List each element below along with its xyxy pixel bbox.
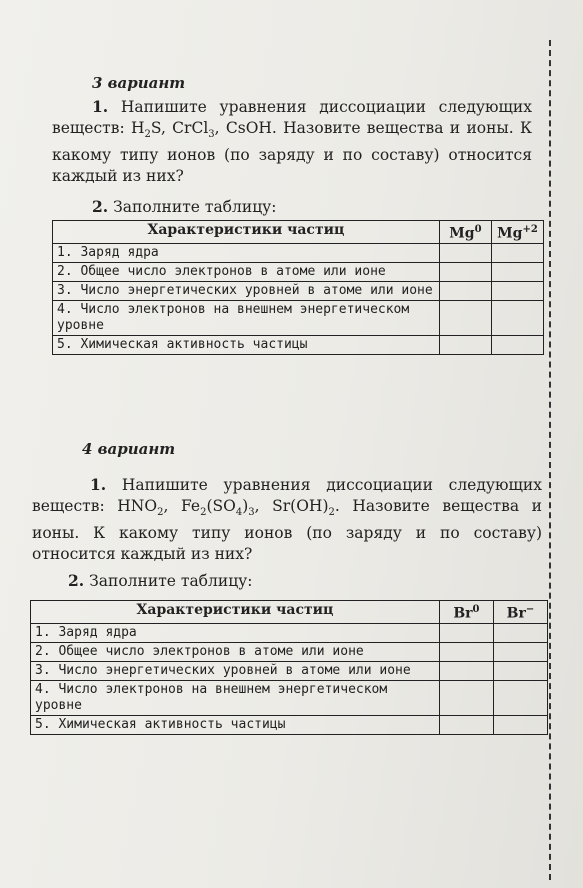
variant3-task1-text-b: S, CrCl xyxy=(150,119,209,137)
variant3-cell[interactable] xyxy=(491,281,543,300)
variant3-cell[interactable] xyxy=(491,243,543,262)
variant4-table-header: Характеристики частиц xyxy=(31,601,440,624)
variant3-row-label: 5. Химическая активность частицы xyxy=(53,335,440,354)
variant3-task1-sub1: 2 xyxy=(144,129,151,141)
variant4-cell[interactable] xyxy=(493,642,547,661)
variant3-row-label: 4. Число электронов на внешнем энергетическом уровне xyxy=(53,300,440,335)
variant4-task2-text: Заполните таблицу: xyxy=(89,572,253,590)
variant3-table xyxy=(52,220,544,355)
variant4-cell[interactable] xyxy=(439,680,493,715)
variant3-task2 xyxy=(92,196,277,218)
variant3-table-header: Характеристики частиц xyxy=(53,221,440,244)
variant4-task1-text-c: (SO xyxy=(206,497,236,515)
variant4-col1-header: Br$^0$ xyxy=(439,601,493,624)
variant4-row-label: 3. Число энергетических уровней в атоме или ионе xyxy=(31,661,440,680)
variant4-cell[interactable] xyxy=(439,715,493,734)
variant3-task1-text-c: , CsOH. Назовите вещества и ионы. К какому типу ионов (по заряду и по составу) относится каждый из них? xyxy=(52,119,532,186)
variant4-row-label: 4. Число электронов на внешнем энергетическом уровне xyxy=(31,680,440,715)
variant3-row-label: 2. Общее число электронов в атоме или ионе xyxy=(53,262,440,281)
variant4-cell[interactable] xyxy=(439,623,493,642)
variant3-cell[interactable] xyxy=(439,335,491,354)
variant4-cell[interactable] xyxy=(493,715,547,734)
variant3-task2-text: Заполните таблицу: xyxy=(113,198,277,216)
variant3-row-label: 1. Заряд ядра xyxy=(53,243,440,262)
variant4-task1-sub2: 2 xyxy=(200,507,207,519)
variant4-task1-text-f: . Назовите вещества и ионы. К какому типу ионов (по заряду и по составу) относится каждый из них? xyxy=(32,497,542,564)
variant4-task1-sub3: 4 xyxy=(235,507,243,519)
variant4-cell[interactable] xyxy=(493,623,547,642)
variant4-task1-sub4: 3 xyxy=(248,507,255,519)
variant3-col2-header: $Mg^{+2}$ xyxy=(491,221,543,244)
variant3-task2-number: 2. xyxy=(92,197,109,216)
variant4-heading: 4 вариант xyxy=(82,440,176,458)
cut-line xyxy=(549,40,551,880)
variant3-task1 xyxy=(52,96,532,187)
variant4-col2-header: Br− xyxy=(493,601,547,624)
variant3-cell[interactable] xyxy=(439,300,491,335)
variant4-task1-sub5: 2 xyxy=(328,507,335,519)
variant3-cell[interactable] xyxy=(491,262,543,281)
variant3-task1-sub2: 3 xyxy=(208,129,215,141)
variant4-row-label: 5. Химическая активность частицы xyxy=(31,715,440,734)
variant3-task1-number: 1. xyxy=(92,97,109,116)
variant3-cell[interactable] xyxy=(439,262,491,281)
variant4-table xyxy=(30,600,548,735)
variant4-task1-text-d: ) xyxy=(242,497,249,515)
variant3-row-label: 3. Число энергетических уровней в атоме или ионе xyxy=(53,281,440,300)
variant3-cell[interactable] xyxy=(491,300,543,335)
variant4-row-label: 2. Общее число электронов в атоме или ионе xyxy=(31,642,440,661)
variant4-task2 xyxy=(68,570,253,592)
variant4-row-label: 1. Заряд ядра xyxy=(31,623,440,642)
variant4-task1-number: 1. xyxy=(90,475,107,494)
variant4-cell[interactable] xyxy=(439,642,493,661)
variant4-task1-text-b: , Fe xyxy=(163,497,201,515)
variant3-heading: 3 вариант xyxy=(92,74,186,92)
variant3-task1-text-a: Напишите уравнения диссоциации следующих веществ: H xyxy=(52,98,532,137)
variant3-col1-header: Mg$^0$ xyxy=(439,221,491,244)
variant4-task1-sub1: 2 xyxy=(157,507,164,519)
variant4-cell[interactable] xyxy=(493,680,547,715)
variant3-cell[interactable] xyxy=(439,281,491,300)
variant4-task1-text-a: Напишите уравнения диссоциации следующих веществ: HNO xyxy=(32,476,542,515)
variant4-task1-text-e: , Sr(OH) xyxy=(254,497,329,515)
variant4-task2-number: 2. xyxy=(68,571,85,590)
variant4-task1 xyxy=(32,474,542,565)
variant3-cell[interactable] xyxy=(491,335,543,354)
variant4-cell[interactable] xyxy=(493,661,547,680)
variant4-cell[interactable] xyxy=(439,661,493,680)
variant3-cell[interactable] xyxy=(439,243,491,262)
